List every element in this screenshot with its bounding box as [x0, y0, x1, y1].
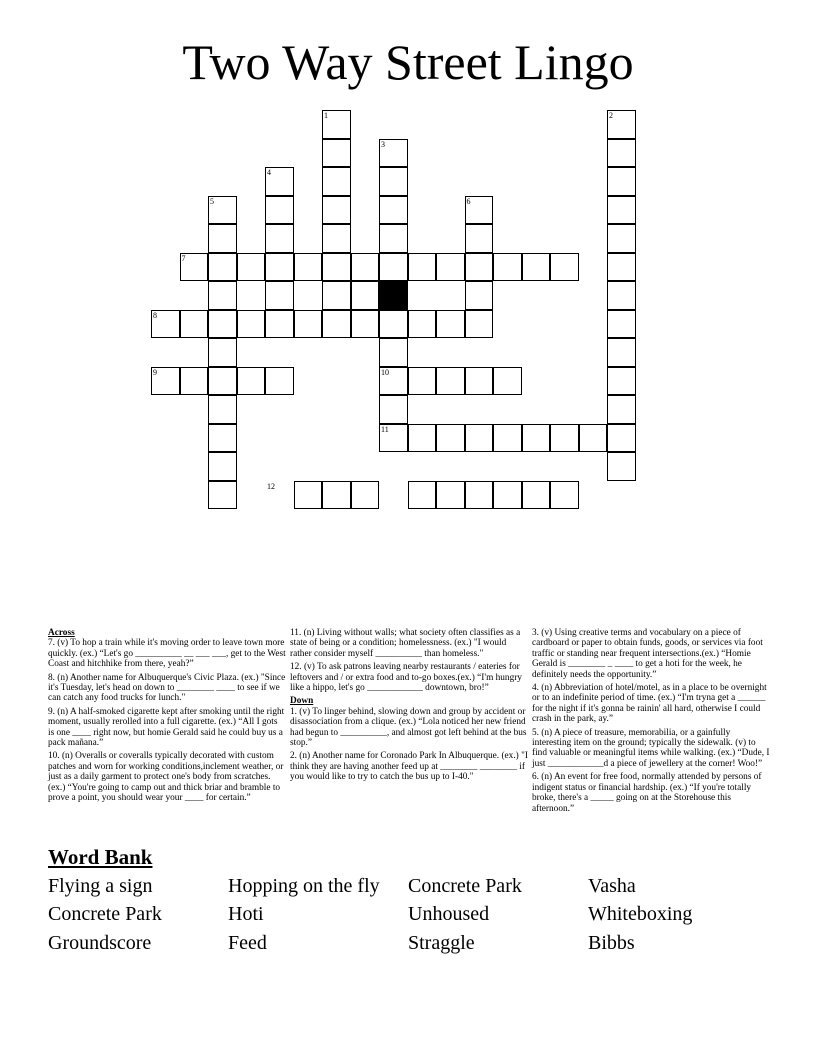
- word-bank-title: Word Bank: [48, 845, 153, 869]
- grid-cell[interactable]: [265, 367, 294, 396]
- grid-cell[interactable]: [408, 310, 437, 339]
- grid-cell[interactable]: [322, 253, 351, 282]
- grid-cell[interactable]: [607, 395, 636, 424]
- clue-number: 1: [324, 111, 328, 120]
- grid-cell[interactable]: [208, 481, 237, 510]
- grid-cell[interactable]: [208, 452, 237, 481]
- grid-cell[interactable]: [493, 481, 522, 510]
- clue-3: 3. (v) Using creative terms and vocabulary on a piece of cardboard or paper to obtain funds, goods, or services via foot traffic or standing near frequent intersections.(ex.) “Homie Gerald is ________ _ ____ to get a hoti for the week, he definitely needs the opportunity.”: [532, 628, 763, 680]
- grid-cell[interactable]: [322, 310, 351, 339]
- word-bank-word: Groundscore: [48, 932, 152, 954]
- grid-cell[interactable]: [607, 167, 636, 196]
- grid-cell[interactable]: [465, 424, 494, 453]
- grid-cell[interactable]: [322, 196, 351, 225]
- grid-cell[interactable]: [180, 310, 209, 339]
- grid-cell[interactable]: [208, 253, 237, 282]
- grid-cell[interactable]: [493, 367, 522, 396]
- grid-cell[interactable]: [322, 481, 351, 510]
- clues-column-3: [532, 628, 770, 817]
- clue-number: 10: [381, 367, 389, 377]
- grid-cell[interactable]: [265, 310, 294, 339]
- grid-cell[interactable]: [436, 424, 465, 453]
- clues-column-1: [48, 628, 286, 807]
- grid-cell[interactable]: [522, 253, 551, 282]
- word-bank-word: Concrete Park: [408, 875, 522, 897]
- grid-cell[interactable]: [408, 367, 437, 396]
- clue-8: 8. (n) Another name for Albuquerque's Civic Plaza. (ex.) "Since it's Tuesday, let's head on down to ________ ____ to see if we can catch any food trucks for lunch.": [48, 672, 286, 704]
- grid-cell[interactable]: [351, 481, 380, 510]
- clue-number: 7: [181, 253, 186, 263]
- black-square: [379, 281, 408, 310]
- grid-cell[interactable]: [294, 310, 323, 339]
- grid-cell[interactable]: [436, 310, 465, 339]
- word-bank-word: Straggle: [408, 932, 475, 954]
- clue-2: 2. (n) Another name for Coronado Park In Albuquerque. (ex.) "I think they are having another feed up at ________ ________ if you would like to try to catch the bus up to I-40.": [290, 751, 528, 783]
- grid-cell[interactable]: [208, 310, 237, 339]
- grid-cell[interactable]: [322, 281, 351, 310]
- grid-cell[interactable]: [607, 139, 636, 168]
- grid-cell[interactable]: [408, 253, 437, 282]
- grid-cell[interactable]: [237, 253, 266, 282]
- grid-cell[interactable]: [436, 367, 465, 396]
- grid-cell[interactable]: [322, 167, 351, 196]
- clue-7: 7. (v) To hop a train while it's moving order to leave town more quickly. (ex.) “Let's go __________ __ ___ ___, get to the West Coast and hitchhike from there, yeah?”: [48, 638, 286, 670]
- grid-cell[interactable]: [465, 224, 494, 253]
- clue-4: 4. (n) Abbreviation of hotel/motel, as in a place to be overnight or to an indefinite period of time. (ex.) “I'm tryna get a ______ for the night if it's gonna be rainin' all hard, otherwise I could crash in the park, ay.”: [532, 683, 767, 725]
- grid-cell[interactable]: [465, 281, 494, 310]
- grid-cell[interactable]: [436, 253, 465, 282]
- grid-cell[interactable]: [351, 281, 380, 310]
- word-bank-word: Concrete Park: [48, 903, 162, 925]
- grid-cell[interactable]: [465, 253, 494, 282]
- grid-cell[interactable]: [379, 338, 408, 367]
- clue-number: 5: [210, 196, 214, 206]
- grid-cell[interactable]: [607, 253, 636, 282]
- grid-cell[interactable]: [351, 310, 380, 339]
- grid-cell[interactable]: [465, 367, 494, 396]
- grid-cell[interactable]: [208, 367, 237, 396]
- clues-column-2: [290, 628, 528, 786]
- grid-cell[interactable]: [265, 224, 294, 253]
- grid-cell[interactable]: [379, 253, 408, 282]
- grid-cell[interactable]: [436, 481, 465, 510]
- down-heading: Down: [290, 696, 314, 707]
- clue-number: 6: [466, 196, 471, 206]
- word-bank-word: Bibbs: [588, 932, 635, 954]
- grid-cell[interactable]: [208, 281, 237, 310]
- grid-cell[interactable]: [465, 481, 494, 510]
- grid-cell[interactable]: [379, 224, 408, 253]
- grid-cell[interactable]: [294, 253, 323, 282]
- word-bank-word: Flying a sign: [48, 875, 153, 897]
- grid-cell[interactable]: [607, 281, 636, 310]
- grid-cell[interactable]: [579, 424, 608, 453]
- clue-number: 8: [153, 310, 157, 320]
- grid-cell[interactable]: [237, 367, 266, 396]
- clue-number: 12: [267, 481, 275, 491]
- grid-cell[interactable]: [550, 481, 579, 510]
- grid-cell[interactable]: [607, 367, 636, 396]
- clue-11: 11. (n) Living without walls; what society often classifies as a state of being or a condition; homelessness. (ex.) "I would rather consider myself __________ than homeless.": [290, 628, 521, 659]
- grid-cell[interactable]: [351, 253, 380, 282]
- clue-5: 5. (n) A piece of treasure, memorabilia, or a gainfully interesting item on the ground; typically the sidewalk. (v) to find valuable or meaningful items while walking. (ex.) “Dude, I just ____________d a piece of jewellery at the corner! Woo!”: [532, 727, 770, 769]
- grid-cell[interactable]: [379, 167, 408, 196]
- grid-cell[interactable]: [493, 424, 522, 453]
- grid-cell[interactable]: [294, 481, 323, 510]
- word-bank-word: Feed: [228, 932, 267, 954]
- grid-cell[interactable]: [208, 395, 237, 424]
- clue-number: 3: [381, 139, 385, 149]
- grid-cell[interactable]: [322, 224, 351, 253]
- grid-cell[interactable]: [607, 452, 636, 481]
- grid-cell[interactable]: [607, 338, 636, 367]
- grid-cell[interactable]: [237, 310, 266, 339]
- clue-6: 6. (n) An event for free food, normally attended by persons of indigent status or financial hardship. (ex.) “If you're totally broke, there's a _____ going on at the Storehouse this afternoon.”: [532, 772, 762, 814]
- clue-number: 11: [381, 424, 389, 434]
- word-bank-word: Vasha: [588, 875, 636, 897]
- grid-cell[interactable]: [493, 253, 522, 282]
- clue-number: 4: [267, 168, 271, 177]
- word-bank-word: Whiteboxing: [588, 903, 693, 925]
- grid-cell[interactable]: [522, 481, 551, 510]
- clue-9: 9. (n) A half-smoked cigarette kept after smoking until the right moment, usually rerolled into a full cigarette. (ex.) “All I gots is one ____ right now, but homie Gerald said he could buy us a pack mañana.”: [48, 706, 285, 749]
- clue-number: 9: [153, 367, 157, 377]
- grid-cell[interactable]: [379, 310, 408, 339]
- puzzle-title: Two Way Street Lingo: [182, 34, 634, 90]
- grid-cell[interactable]: [265, 281, 294, 310]
- across-heading: Across: [48, 628, 75, 638]
- grid-cell[interactable]: [265, 253, 294, 282]
- grid-cell[interactable]: [322, 139, 351, 168]
- grid-cell[interactable]: [607, 196, 636, 225]
- grid-cell[interactable]: [408, 481, 437, 510]
- word-bank-word: Unhoused: [408, 903, 490, 925]
- grid-cell[interactable]: [550, 253, 579, 282]
- grid-cell[interactable]: [550, 424, 579, 453]
- clue-number: 2: [609, 111, 613, 120]
- grid-cell[interactable]: [607, 310, 636, 339]
- grid-cell[interactable]: [208, 424, 237, 453]
- grid-cell[interactable]: [607, 424, 636, 453]
- grid-cell[interactable]: [465, 310, 494, 339]
- grid-cell[interactable]: [208, 224, 237, 253]
- word-bank-word: Hoti: [228, 903, 264, 925]
- grid-cell[interactable]: [208, 338, 237, 367]
- grid-cell[interactable]: [379, 196, 408, 225]
- grid-cell[interactable]: [379, 395, 408, 424]
- grid-cell[interactable]: [607, 224, 636, 253]
- grid-cell[interactable]: [408, 424, 437, 453]
- clue-12: 12. (v) To ask patrons leaving nearby restaurants / eateries for leftovers and / or extra food and to-go boxes.(ex.) “I'm hungry like a hippo, let's go ____________ downtown, bro!”: [290, 662, 522, 694]
- clue-1: 1. (v) To linger behind, slowing down and group by accident or disassociation from a clique. (ex.) “Lola noticed her new friend had begun to __________, and almost got left behind at the bus stop.”: [290, 706, 527, 749]
- clue-10: 10. (n) Overalls or coveralls typically decorated with custom patches and worn for working conditions,inclement weather, or just as a daily garment to protect one's body from scratches.(ex.) “You're going to camp out and thick briar and bramble to prove a point, you should wear your ____ for certain.”: [48, 751, 284, 804]
- grid-cell[interactable]: [265, 196, 294, 225]
- grid-cell[interactable]: [522, 424, 551, 453]
- grid-cell[interactable]: [180, 367, 209, 396]
- word-bank-word: Hopping on the fly: [228, 875, 380, 897]
